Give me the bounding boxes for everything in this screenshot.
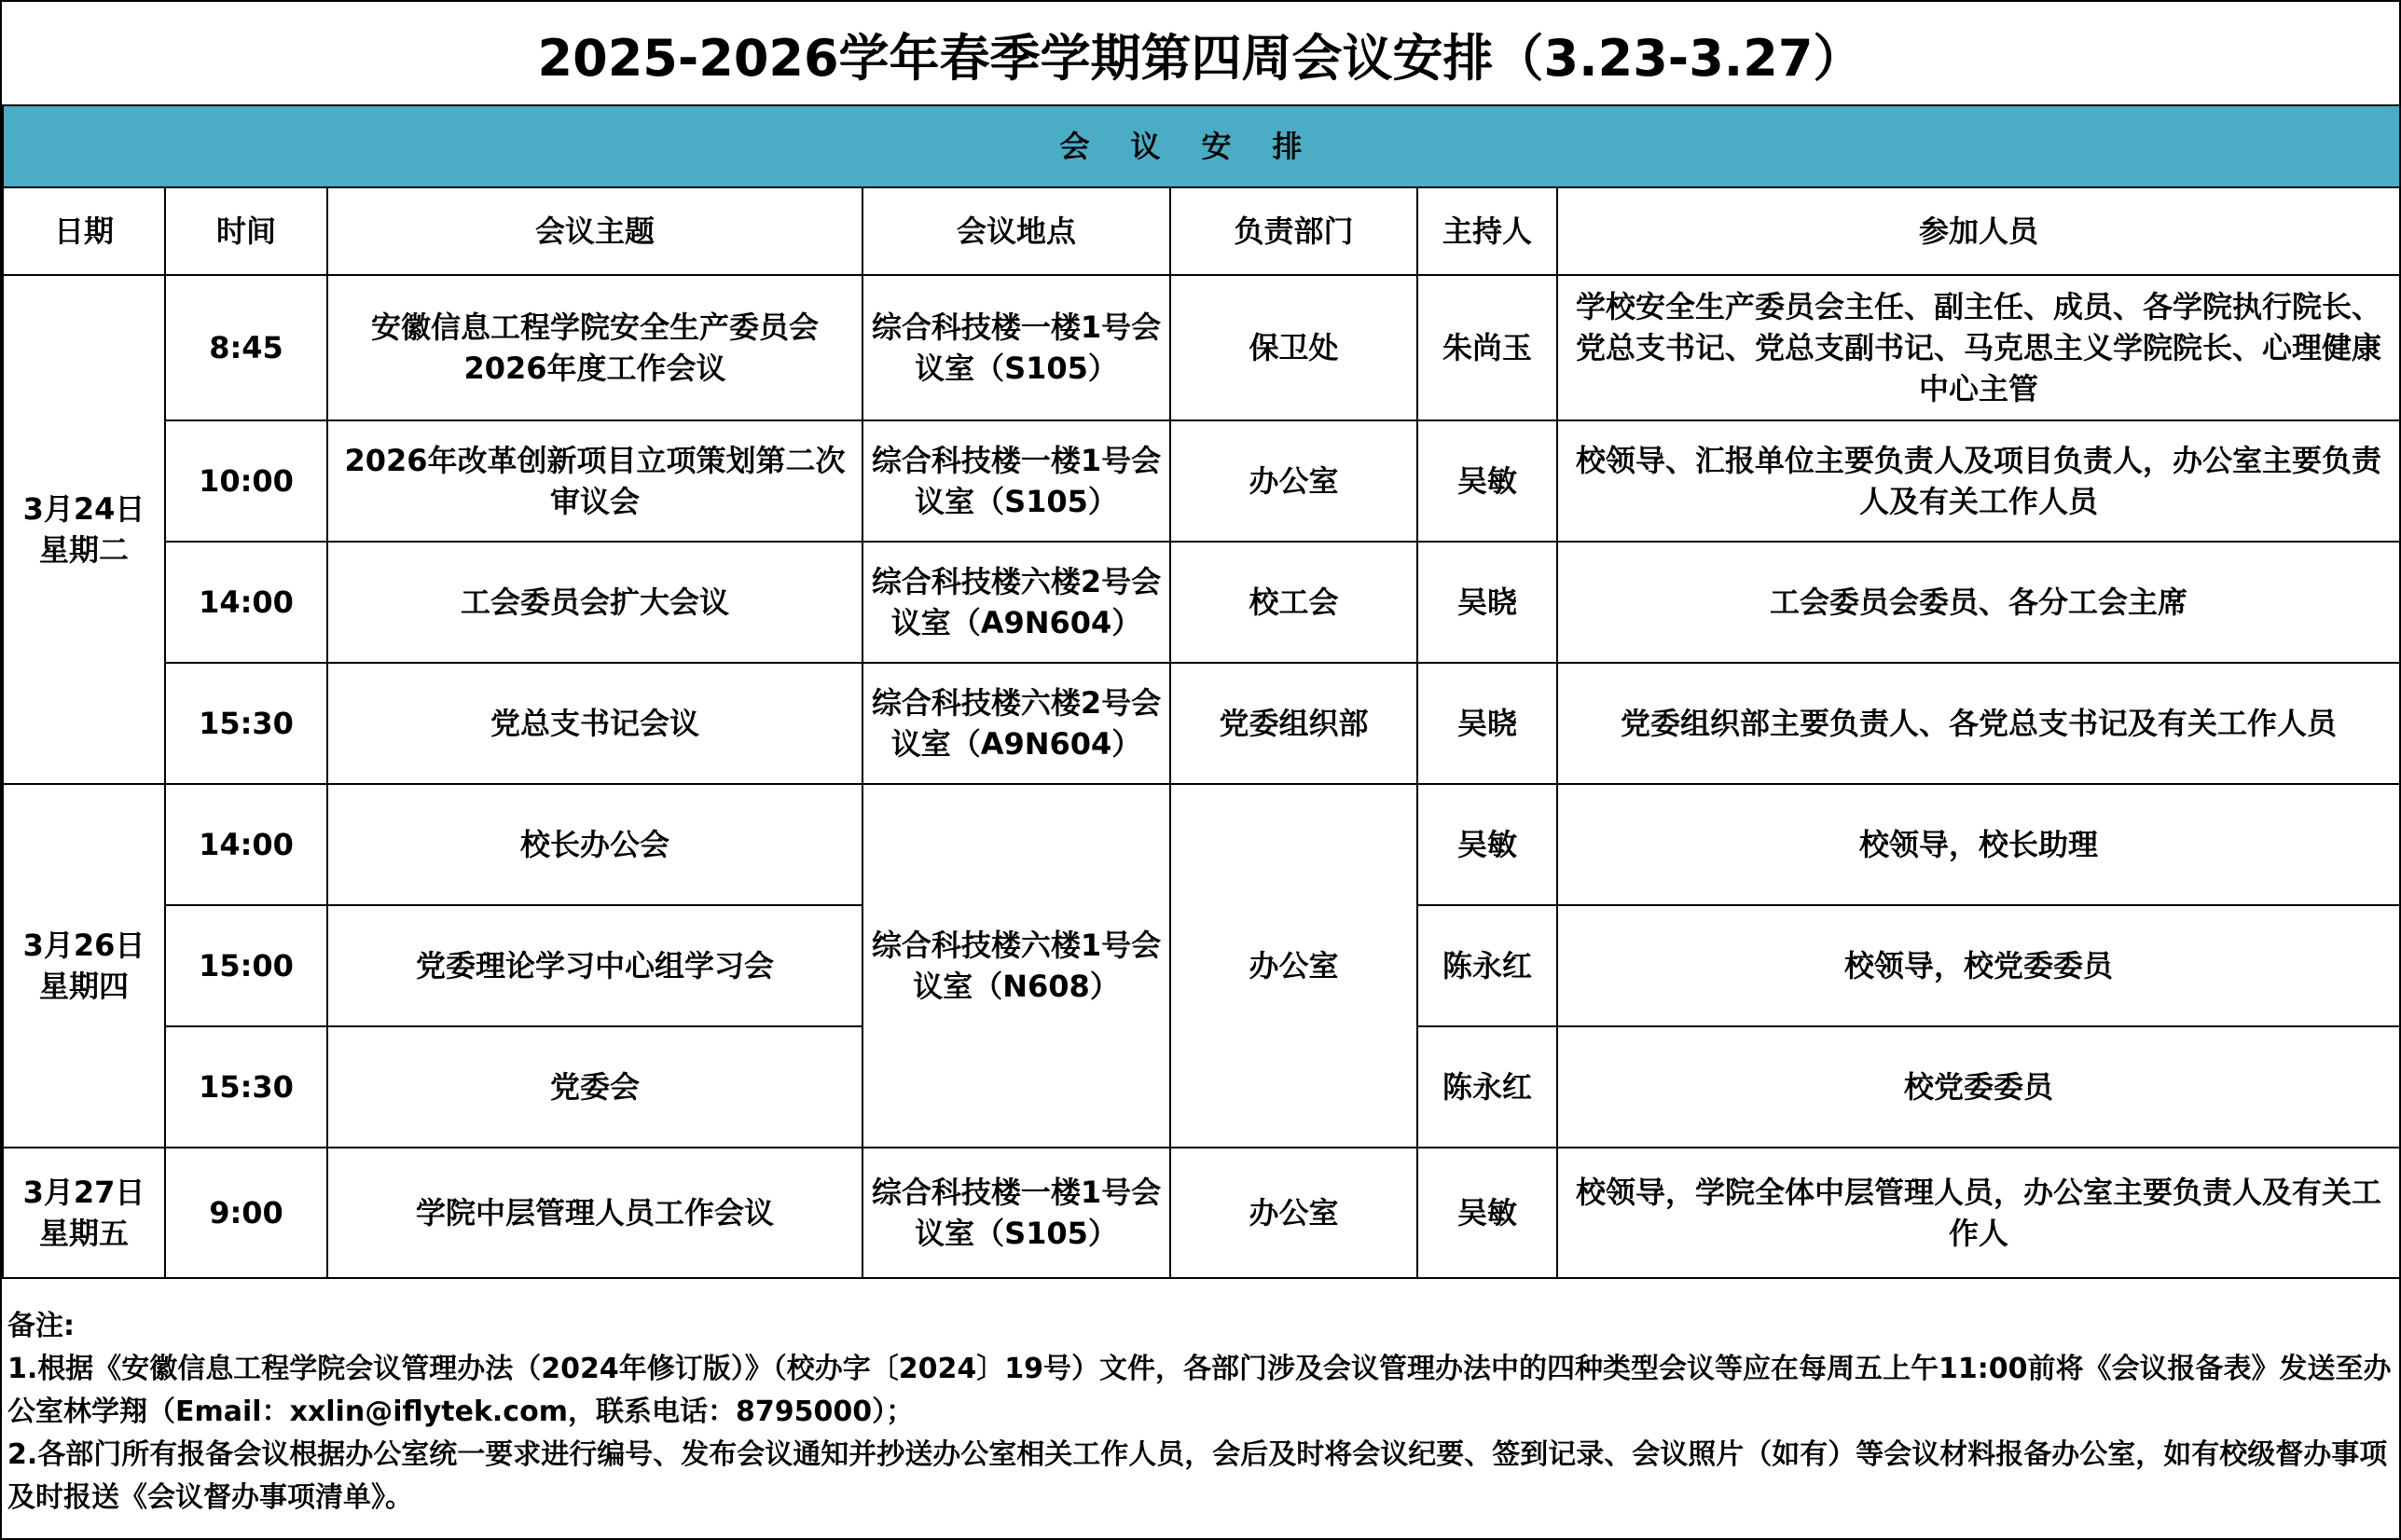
time-cell: 8:45 <box>165 275 327 420</box>
header-location: 会议地点 <box>862 187 1170 275</box>
header-date: 日期 <box>3 187 165 275</box>
time-cell: 15:30 <box>165 663 327 784</box>
time-cell: 14:00 <box>165 784 327 905</box>
attendees-cell: 校领导，校党委委员 <box>1557 905 2400 1026</box>
attendees-cell: 校党委委员 <box>1557 1026 2400 1148</box>
table-header-row <box>3 187 2400 275</box>
host-cell: 吴敏 <box>1417 420 1557 542</box>
location-cell: 综合科技楼一楼1号会议室（S105） <box>862 275 1170 420</box>
table-row <box>3 420 2400 542</box>
host-cell: 吴敏 <box>1417 1148 1557 1278</box>
dept-cell: 校工会 <box>1170 542 1417 663</box>
location-cell: 综合科技楼六楼1号会议室（N608） <box>862 784 1170 1148</box>
meeting-schedule-table <box>2 104 2401 1279</box>
topic-cell: 党委会 <box>327 1026 862 1148</box>
attendees-cell: 校领导、汇报单位主要负责人及项目负责人，办公室主要负责人及有关工作人员 <box>1557 420 2400 542</box>
notes-section <box>7 1305 2394 1519</box>
date-cell <box>3 1148 165 1278</box>
topic-cell: 2026年改革创新项目立项策划第二次审议会 <box>327 420 862 542</box>
header-time: 时间 <box>165 187 327 275</box>
time-cell: 14:00 <box>165 542 327 663</box>
date-text: 3月27日 <box>22 1175 145 1210</box>
host-cell: 朱尚玉 <box>1417 275 1557 420</box>
date-text: 3月26日 <box>22 928 145 963</box>
dept-cell: 办公室 <box>1170 784 1417 1148</box>
notes-heading: 备注: <box>7 1310 75 1342</box>
attendees-cell: 校领导，校长助理 <box>1557 784 2400 905</box>
date-text: 3月24日 <box>22 491 145 527</box>
host-cell: 吴敏 <box>1417 784 1557 905</box>
notes-line-1: 1.根据《安徽信息工程学院会议管理办法（2024年修订版）》（校办字〔2024〕19号）文件，各部门涉及会议管理办法中的四种类型会议等应在每周五上午11:00前将《会议报备表》发送至办公室林学翔（Email：xxlin@iflytek.com，联系电话：8795000）； <box>7 1353 2392 1428</box>
time-cell: 10:00 <box>165 420 327 542</box>
topic-cell: 学院中层管理人员工作会议 <box>327 1148 862 1278</box>
dept-cell: 党委组织部 <box>1170 663 1417 784</box>
time-cell: 9:00 <box>165 1148 327 1278</box>
date-cell <box>3 275 165 784</box>
host-cell: 吴晓 <box>1417 542 1557 663</box>
topic-cell: 党委理论学习中心组学习会 <box>327 905 862 1026</box>
time-cell: 15:00 <box>165 905 327 1026</box>
weekday-text: 星期五 <box>38 1216 129 1251</box>
table-row <box>3 275 2400 420</box>
dept-cell: 保卫处 <box>1170 275 1417 420</box>
topic-cell: 安徽信息工程学院安全生产委员会2026年度工作会议 <box>327 275 862 420</box>
table-row <box>3 1148 2400 1278</box>
attendees-cell: 党委组织部主要负责人、各党总支书记及有关工作人员 <box>1557 663 2400 784</box>
weekday-text: 星期四 <box>38 969 129 1004</box>
header-attendees: 参加人员 <box>1557 187 2400 275</box>
topic-cell: 工会委员会扩大会议 <box>327 542 862 663</box>
host-cell: 陈永红 <box>1417 1026 1557 1148</box>
location-cell: 综合科技楼六楼2号会议室（A9N604） <box>862 663 1170 784</box>
location-cell: 综合科技楼六楼2号会议室（A9N604） <box>862 542 1170 663</box>
table-row <box>3 784 2400 905</box>
attendees-cell: 工会委员会委员、各分工会主席 <box>1557 542 2400 663</box>
page-title: 2025-2026学年春季学期第四周会议安排（3.23-3.27） <box>537 28 1864 88</box>
host-cell: 吴晓 <box>1417 663 1557 784</box>
topic-cell: 校长办公会 <box>327 784 862 905</box>
location-cell: 综合科技楼一楼1号会议室（S105） <box>862 420 1170 542</box>
header-host: 主持人 <box>1417 187 1557 275</box>
table-banner: 会议安排 <box>3 105 2400 187</box>
location-cell: 综合科技楼一楼1号会议室（S105） <box>862 1148 1170 1278</box>
time-cell: 15:30 <box>165 1026 327 1148</box>
table-banner-row <box>3 105 2400 187</box>
table-row <box>3 663 2400 784</box>
table-row <box>3 542 2400 663</box>
attendees-cell: 学校安全生产委员会主任、副主任、成员、各学院执行院长、党总支书记、党总支副书记、马克思主义学院院长、心理健康中心主管 <box>1557 275 2400 420</box>
dept-cell: 办公室 <box>1170 420 1417 542</box>
attendees-cell: 校领导，学院全体中层管理人员，办公室主要负责人及有关工作人 <box>1557 1148 2400 1278</box>
header-topic: 会议主题 <box>327 187 862 275</box>
dept-cell: 办公室 <box>1170 1148 1417 1278</box>
header-dept: 负责部门 <box>1170 187 1417 275</box>
notes-line-2: 2.各部门所有报备会议根据办公室统一要求进行编号、发布会议通知并抄送办公室相关工作人员，会后及时将会议纪要、签到记录、会议照片（如有）等会议材料报备办公室，如有校级督办事项及时报送《会议督办事项清单》。 <box>7 1438 2388 1514</box>
topic-cell: 党总支书记会议 <box>327 663 862 784</box>
weekday-text: 星期二 <box>38 532 129 568</box>
host-cell: 陈永红 <box>1417 905 1557 1026</box>
date-cell <box>3 784 165 1148</box>
